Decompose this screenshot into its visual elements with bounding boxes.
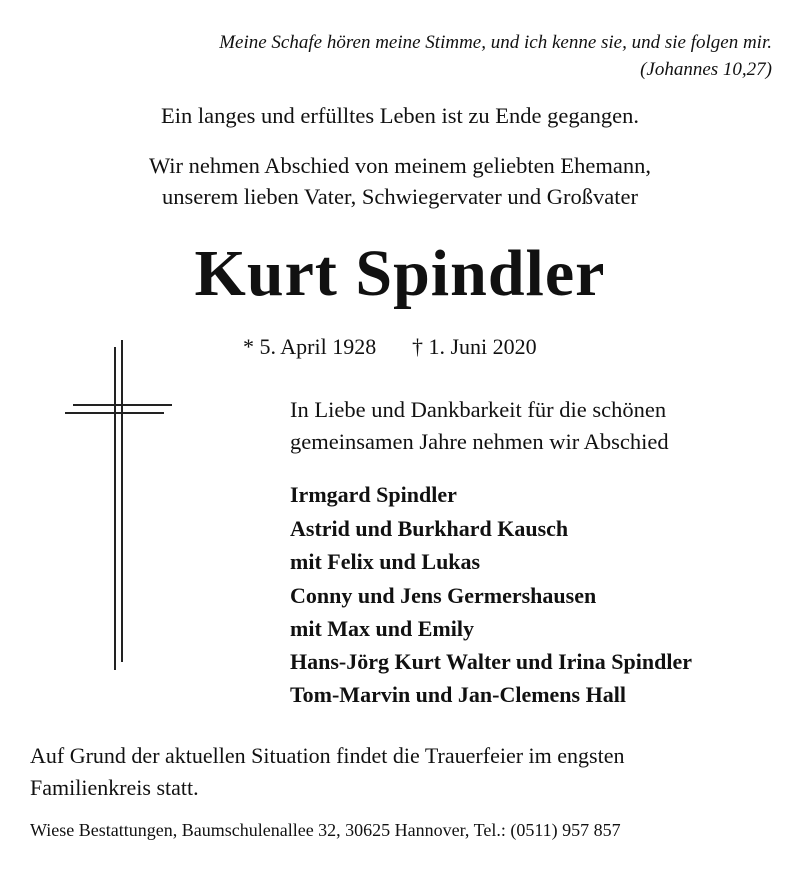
funeral-home-footer: Wiese Bestattungen, Baumschulenallee 32, 30625 Hannover, Tel.: (0511) 957 857 — [30, 820, 621, 840]
verse-reference: (Johannes 10,27) — [640, 59, 772, 80]
gratitude-line-1: In Liebe und Dankbarkeit für die schönen — [290, 397, 667, 422]
birth-date: * 5. April 1928 — [243, 334, 377, 359]
intro-line: Ein langes und erfülltes Leben ist zu Ende gegangen. — [161, 103, 639, 128]
mourner: Astrid und Burkhard Kausch — [290, 516, 569, 541]
mourner: mit Max und Emily — [290, 616, 474, 641]
deceased-name: Kurt Spindler — [194, 237, 606, 310]
notice-line-2: Familienkreis statt. — [30, 775, 199, 800]
mourner: Conny und Jens Germershausen — [290, 583, 597, 608]
mourner: Tom-Marvin und Jan-Clemens Hall — [290, 682, 626, 707]
farewell-line-2: unserem lieben Vater, Schwiegervater und Großvater — [161, 184, 638, 209]
notice-line-1: Auf Grund der aktuellen Situation findet die Trauerfeier im engsten — [30, 743, 625, 768]
mourner: Hans-Jörg Kurt Walter und Irina Spindler — [290, 649, 692, 674]
gratitude-line-2: gemeinsamen Jahre nehmen wir Abschied — [290, 429, 669, 454]
death-date: † 1. Juni 2020 — [412, 334, 537, 359]
mourner: Irmgard Spindler — [290, 482, 457, 507]
farewell-line-1: Wir nehmen Abschied von meinem geliebten Ehemann, — [148, 153, 652, 178]
bible-verse: Meine Schafe hören meine Stimme, und ich kenne sie, und sie folgen mir. — [219, 32, 772, 53]
mourner: mit Felix und Lukas — [290, 549, 481, 574]
